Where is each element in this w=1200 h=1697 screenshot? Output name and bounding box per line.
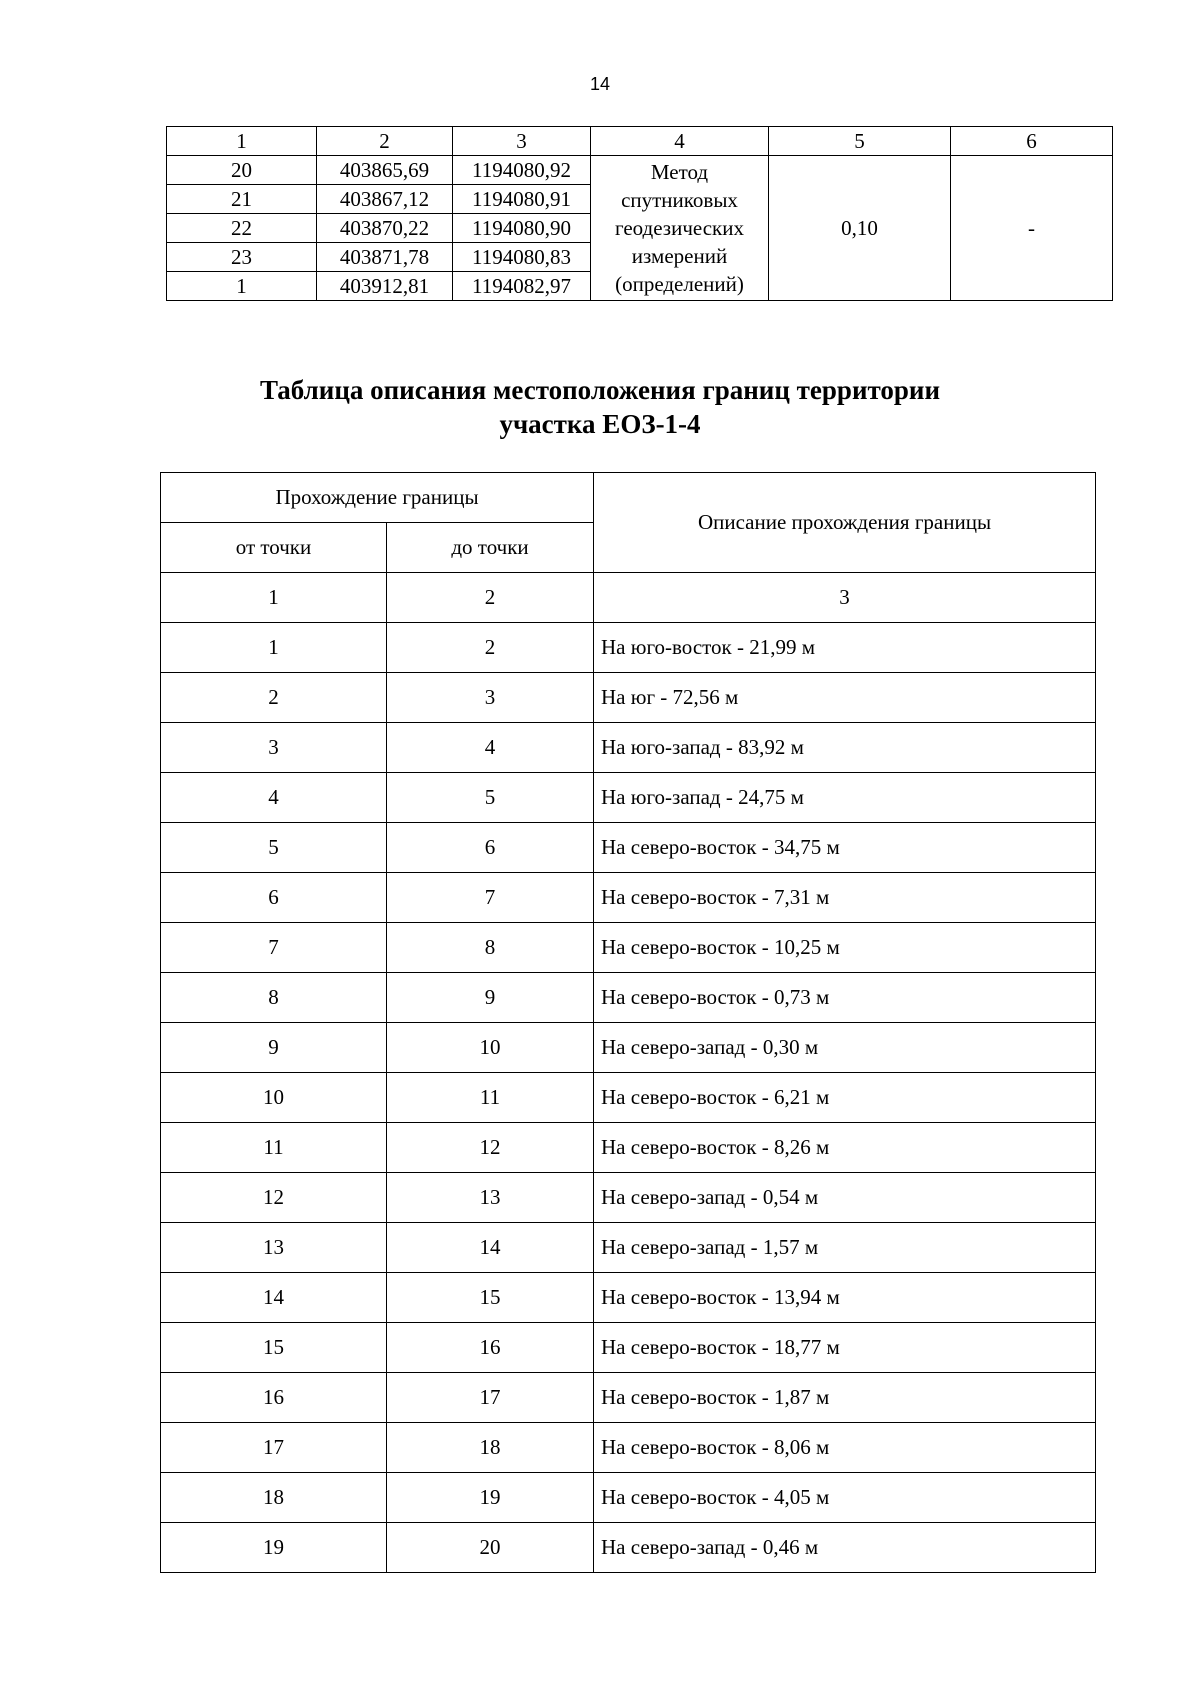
from-point-cell: 11 <box>161 1123 387 1173</box>
description-cell: На северо-восток - 0,73 м <box>594 973 1096 1023</box>
to-point-cell: 6 <box>387 823 594 873</box>
table-row <box>161 1073 1096 1123</box>
coord-y: 1194080,92 <box>453 156 591 185</box>
from-point-cell: 7 <box>161 923 387 973</box>
from-point-cell: 4 <box>161 773 387 823</box>
coord-y: 1194082,97 <box>453 272 591 301</box>
point-number: 23 <box>167 243 317 272</box>
method-line: Метод <box>650 160 709 184</box>
coord-x: 403871,78 <box>317 243 453 272</box>
table-row <box>161 873 1096 923</box>
coord-y: 1194080,83 <box>453 243 591 272</box>
to-point-cell: 19 <box>387 1473 594 1523</box>
title-line-2: участка ЕОЗ-1-4 <box>499 409 701 439</box>
to-point-cell: 5 <box>387 773 594 823</box>
column-number-cell: 2 <box>387 573 594 623</box>
coord-header-cell: 2 <box>317 127 453 156</box>
table-row <box>161 723 1096 773</box>
from-point-cell: 1 <box>161 623 387 673</box>
from-point-cell: 13 <box>161 1223 387 1273</box>
column-number-cell: 1 <box>161 573 387 623</box>
table-row <box>161 823 1096 873</box>
description-cell: На северо-восток - 8,26 м <box>594 1123 1096 1173</box>
to-point-cell: 18 <box>387 1423 594 1473</box>
table-row <box>161 923 1096 973</box>
to-point-cell: 12 <box>387 1123 594 1173</box>
point-number: 1 <box>167 272 317 301</box>
to-point-cell: 14 <box>387 1223 594 1273</box>
description-cell: На юго-восток - 21,99 м <box>594 623 1096 673</box>
header-to-cell: до точки <box>387 523 594 573</box>
description-cell: На северо-восток - 18,77 м <box>594 1323 1096 1373</box>
from-point-cell: 12 <box>161 1173 387 1223</box>
column-number-row <box>161 573 1096 623</box>
method-line: геодезических <box>614 216 744 240</box>
table-row <box>161 1323 1096 1373</box>
table-row <box>161 773 1096 823</box>
table-row <box>161 623 1096 673</box>
point-number: 22 <box>167 214 317 243</box>
coord-x: 403867,12 <box>317 185 453 214</box>
table-row <box>161 1273 1096 1323</box>
method-line: измерений <box>631 244 728 268</box>
coord-x: 403912,81 <box>317 272 453 301</box>
coord-x: 403865,69 <box>317 156 453 185</box>
table-row <box>161 1473 1096 1523</box>
coord-row <box>167 156 1113 185</box>
column-number-cell: 3 <box>594 573 1096 623</box>
description-cell: На северо-восток - 10,25 м <box>594 923 1096 973</box>
from-point-cell: 6 <box>161 873 387 923</box>
header-desc-cell: Описание прохождения границы <box>594 473 1096 573</box>
table-row <box>161 973 1096 1023</box>
coord-x: 403870,22 <box>317 214 453 243</box>
title-line-1: Таблица описания местоположения границ территории <box>259 375 941 405</box>
table-row <box>161 1373 1096 1423</box>
from-point-cell: 2 <box>161 673 387 723</box>
from-point-cell: 15 <box>161 1323 387 1373</box>
from-point-cell: 14 <box>161 1273 387 1323</box>
from-point-cell: 18 <box>161 1473 387 1523</box>
coord-y: 1194080,91 <box>453 185 591 214</box>
from-point-cell: 8 <box>161 973 387 1023</box>
table-row <box>161 1523 1096 1573</box>
coord-header-cell: 1 <box>167 127 317 156</box>
method-line: (определений) <box>615 272 744 296</box>
description-cell: На северо-запад - 0,46 м <box>594 1523 1096 1573</box>
page-number: 14 <box>589 74 611 94</box>
from-point-cell: 9 <box>161 1023 387 1073</box>
method-line: спутниковых <box>621 188 738 212</box>
to-point-cell: 10 <box>387 1023 594 1073</box>
accuracy-cell: 0,10 <box>769 156 951 301</box>
to-point-cell: 17 <box>387 1373 594 1423</box>
to-point-cell: 13 <box>387 1173 594 1223</box>
to-point-cell: 7 <box>387 873 594 923</box>
description-cell: На северо-запад - 0,30 м <box>594 1023 1096 1073</box>
from-point-cell: 16 <box>161 1373 387 1423</box>
description-cell: На северо-запад - 0,54 м <box>594 1173 1096 1223</box>
table-row <box>161 1173 1096 1223</box>
table-row <box>161 1223 1096 1273</box>
coordinates-table <box>166 126 1113 301</box>
description-cell: На северо-восток - 6,21 м <box>594 1073 1096 1123</box>
table-row <box>161 1423 1096 1473</box>
to-point-cell: 4 <box>387 723 594 773</box>
to-point-cell: 15 <box>387 1273 594 1323</box>
to-point-cell: 9 <box>387 973 594 1023</box>
point-number: 21 <box>167 185 317 214</box>
description-cell: На северо-восток - 13,94 м <box>594 1273 1096 1323</box>
to-point-cell: 16 <box>387 1323 594 1373</box>
coord-header-row <box>167 127 1113 156</box>
to-point-cell: 20 <box>387 1523 594 1573</box>
description-cell: На северо-восток - 4,05 м <box>594 1473 1096 1523</box>
to-point-cell: 8 <box>387 923 594 973</box>
header-from-cell: от точки <box>161 523 387 573</box>
description-cell: На юго-запад - 24,75 м <box>594 773 1096 823</box>
from-point-cell: 3 <box>161 723 387 773</box>
table-title <box>0 373 1200 441</box>
coord-header-cell: 6 <box>951 127 1113 156</box>
coord-header-cell: 3 <box>453 127 591 156</box>
to-point-cell: 3 <box>387 673 594 723</box>
description-cell: На юго-запад - 83,92 м <box>594 723 1096 773</box>
description-cell: На северо-восток - 1,87 м <box>594 1373 1096 1423</box>
to-point-cell: 11 <box>387 1073 594 1123</box>
col6-cell: - <box>951 156 1113 301</box>
table-row <box>161 1123 1096 1173</box>
description-cell: На северо-запад - 1,57 м <box>594 1223 1096 1273</box>
boundary-header-row <box>161 473 1096 523</box>
table-row <box>161 1023 1096 1073</box>
from-point-cell: 5 <box>161 823 387 873</box>
description-cell: На юг - 72,56 м <box>594 673 1096 723</box>
from-point-cell: 19 <box>161 1523 387 1573</box>
coord-y: 1194080,90 <box>453 214 591 243</box>
table-row <box>161 673 1096 723</box>
point-number: 20 <box>167 156 317 185</box>
description-cell: На северо-восток - 7,31 м <box>594 873 1096 923</box>
method-cell <box>591 156 769 301</box>
from-point-cell: 10 <box>161 1073 387 1123</box>
coord-header-cell: 4 <box>591 127 769 156</box>
header-group-cell: Прохождение границы <box>161 473 594 523</box>
to-point-cell: 2 <box>387 623 594 673</box>
description-cell: На северо-восток - 8,06 м <box>594 1423 1096 1473</box>
from-point-cell: 17 <box>161 1423 387 1473</box>
boundary-table <box>160 472 1096 1573</box>
description-cell: На северо-восток - 34,75 м <box>594 823 1096 873</box>
coord-header-cell: 5 <box>769 127 951 156</box>
